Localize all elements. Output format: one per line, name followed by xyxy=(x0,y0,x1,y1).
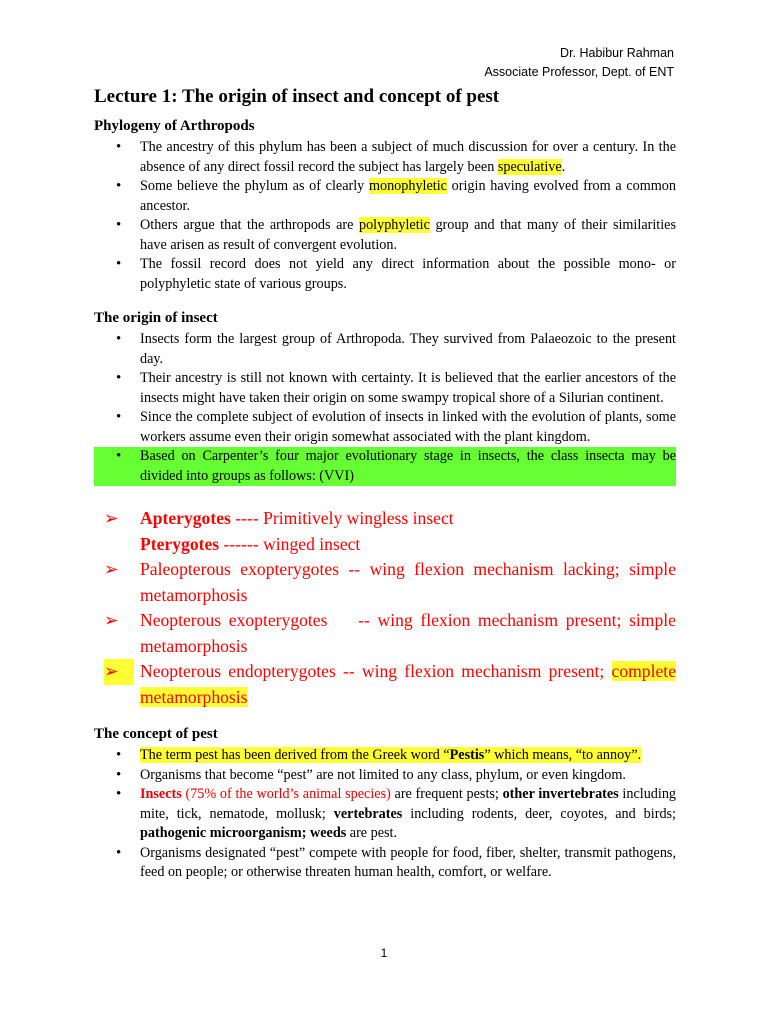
heading-origin: The origin of insect xyxy=(94,310,218,326)
list-item: ➢ Paleopterous exopterygotes -- wing flexion mechanism lacking; simple metamorphosis xyxy=(104,559,676,605)
phylogeny-list xyxy=(94,138,676,294)
author-name: Dr. Habibur Rahman xyxy=(560,46,674,60)
list-item: • The fossil record does not yield any direct information about the possible mono- or polyphyletic state of various groups. xyxy=(94,255,676,294)
list-item: • Insects (75% of the world’s animal species) are frequent pests; other invertebrates including mite, tick, nematode, mollusk; vertebrates including rodents, deer, coyotes, and birds; pathogenic microorganism; weeds are pest. xyxy=(94,785,676,844)
list-item: • Based on Carpenter’s four major evolutionary stage in insects, the class insecta may be divided into groups as follows: (VVI) xyxy=(94,447,676,486)
heading-phylogeny: Phylogeny of Arthropods xyxy=(94,118,255,134)
origin-list xyxy=(94,330,676,486)
list-item: • Since the complete subject of evolution of insects in linked with the evolution of plants, some workers assume even their origin somewhat associated with the plant kingdom. xyxy=(94,408,676,447)
author-block xyxy=(484,44,674,82)
insect-groups-list xyxy=(104,506,681,710)
page-title: Lecture 1: The origin of insect and concept of pest xyxy=(94,86,500,107)
list-item: • The ancestry of this phylum has been a subject of much discussion for over a century. In the absence of any direct fossil record the subject has largely been speculative. xyxy=(94,138,676,177)
arrow-bullet-icon: ➢ xyxy=(104,659,134,685)
list-item: • Organisms that become “pest” are not limited to any class, phylum, or even kingdom. xyxy=(94,766,676,786)
arrow-bullet-icon: ➢ xyxy=(104,610,119,630)
arrow-bullet-icon: ➢ xyxy=(104,559,119,579)
list-item: • Insects form the largest group of Arthropoda. They survived from Palaeozoic to the present day. xyxy=(94,330,676,369)
heading-pest: The concept of pest xyxy=(94,726,218,742)
list-item: • Others argue that the arthropods are polyphyletic group and that many of their similarities have arisen as result of convergent evolution. xyxy=(94,216,676,255)
list-item: ➢ Neopterous endopterygotes -- wing flexion mechanism present; complete metamorphosis xyxy=(104,661,676,707)
pest-list xyxy=(94,746,676,883)
list-item: • Their ancestry is still not known with certainty. It is believed that the earlier ancestors of the insects might have taken their origin on some swampy tropical shore of a Silurian continent. xyxy=(94,369,676,408)
list-item: ➢ Apterygotes ---- Primitively wingless insect Pterygotes ------ winged insect xyxy=(104,508,454,554)
author-position: Associate Professor, Dept. of ENT xyxy=(484,65,674,79)
list-item: • Some believe the phylum as of clearly monophyletic origin having evolved from a common ancestor. xyxy=(94,177,676,216)
list-item: • The term pest has been derived from the Greek word “Pestis” which means, “to annoy”. xyxy=(94,746,676,766)
page-number: 1 xyxy=(380,946,388,960)
list-item: • Organisms designated “pest” compete with people for food, fiber, shelter, transmit pathogens, feed on people; or otherwise threaten human health, comfort, or welfare. xyxy=(94,844,676,883)
list-item: ➢ Neopterous exopterygotes -- wing flexion mechanism present; simple metamorphosis xyxy=(104,610,681,656)
arrow-bullet-icon: ➢ xyxy=(104,508,119,528)
